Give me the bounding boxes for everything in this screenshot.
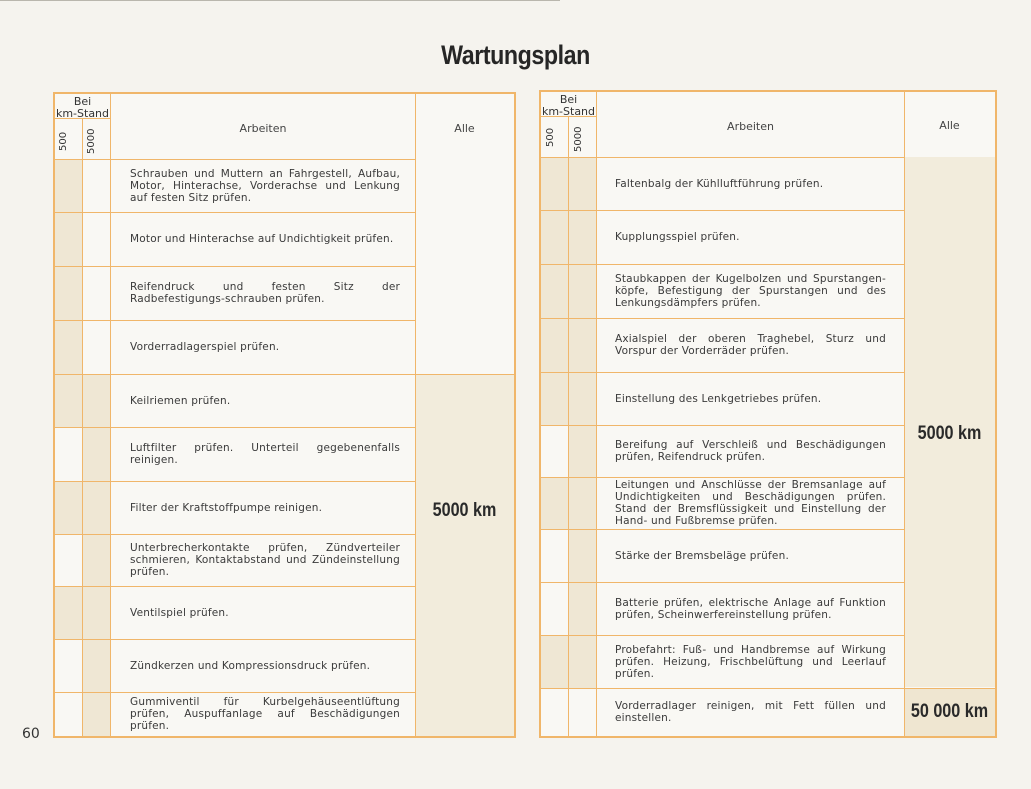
- task-row: [130, 639, 400, 692]
- task-text: Motor und Hinterachse auf Undichtigkeit prüfen.: [130, 233, 394, 245]
- task-text: Faltenbalg der Kühlluftführung prüfen.: [615, 177, 824, 190]
- task-row: [615, 264, 886, 318]
- task-row: [615, 157, 886, 210]
- mark-500: [55, 374, 82, 427]
- header-500: 500: [545, 127, 556, 147]
- row-divider: [55, 212, 415, 213]
- row-divider: [55, 374, 514, 375]
- mark-500: [55, 586, 82, 639]
- task-row: [615, 477, 886, 529]
- task-row: [130, 266, 400, 320]
- col-divider: [568, 116, 569, 736]
- header-arbeiten: Arbeiten: [239, 122, 287, 135]
- task-row: [130, 692, 400, 736]
- row-divider: [55, 427, 415, 428]
- task-text: Batterie prüfen, elektrische Anlage auf Funktion prüfen, Scheinwerfereinstellung prüfen.: [615, 596, 886, 621]
- task-row: [615, 372, 886, 425]
- col-divider: [596, 92, 597, 736]
- task-text: Kupplungsspiel prüfen.: [615, 231, 740, 243]
- mark-5000: [569, 264, 596, 318]
- task-row: [615, 582, 886, 635]
- mark-500: [541, 157, 568, 210]
- header-arbeiten: Arbeiten: [727, 120, 774, 133]
- task-text: Unterbrecherkontakte prüfen, Zündverteiler schmieren, Kontaktabstand und Zündeinstellung prüfen.: [130, 542, 400, 578]
- task-text: Vorderradlagerspiel prüfen.: [130, 341, 280, 353]
- header-500: 500: [58, 131, 69, 151]
- task-text: Einstellung des Lenkgetriebes prüfen.: [615, 392, 822, 405]
- header-km-stand: km-Stand: [55, 107, 110, 120]
- task-row: [615, 425, 886, 477]
- task-row: [130, 586, 400, 639]
- task-row: [130, 212, 400, 266]
- mark-5000: [569, 477, 596, 529]
- mark-500: [55, 320, 82, 374]
- task-row: [130, 481, 400, 534]
- task-text: Vorderradlager reinigen, mit Fett füllen und einstellen.: [615, 700, 886, 724]
- row-divider: [55, 266, 415, 267]
- task-text: Luftfilter prüfen. Unterteil gegebenenfalls reinigen.: [130, 442, 400, 466]
- alle-shade: [415, 374, 514, 736]
- task-row: [130, 159, 400, 212]
- col-divider: [82, 118, 83, 736]
- mark-5000: [569, 425, 596, 477]
- header-alle: Alle: [939, 119, 960, 132]
- mark-500: [541, 635, 568, 688]
- task-row: [615, 635, 886, 688]
- header-5000: 5000: [573, 126, 584, 152]
- task-text: Staubkappen der Kugelbolzen und Spurstangen-köpfe, Befestigung der Spurstangen und des Lenkungsdämpfers prüfen.: [615, 273, 886, 309]
- row-divider: [55, 159, 415, 160]
- mark-5000: [569, 372, 596, 425]
- task-text: Probefahrt: Fuß- und Handbremse auf Wirkung prüfen. Heizung, Frischbelüftung und Leerlauf prüfen.: [615, 643, 886, 680]
- mark-5000: [83, 586, 110, 639]
- header-bei: Bei: [559, 93, 578, 106]
- mark-500: [55, 481, 82, 534]
- task-text: Zündkerzen und Kompressionsdruck prüfen.: [130, 659, 371, 672]
- task-text: Schrauben und Muttern an Fahrgestell, Aufbau, Motor, Hinterachse, Vorderachse und Lenkung auf festen Sitz prüfen.: [130, 167, 400, 204]
- page-title: Wartungsplan: [441, 40, 590, 70]
- interval-label: 5000 km: [917, 423, 982, 444]
- col-divider: [110, 94, 111, 736]
- task-row: [615, 688, 886, 736]
- mark-500: [541, 210, 568, 264]
- task-text: Axialspiel der oberen Traghebel, Sturz und Vorspur der Vorderräder prüfen.: [615, 333, 886, 357]
- task-text: Reifendruck und festen Sitz der Radbefestigungs-schrauben prüfen.: [130, 281, 400, 305]
- row-divider: [541, 688, 995, 689]
- task-text: Gummiventil für Kurbelgehäuseentlüftung prüfen, Auspuffanlage auf Beschädigungen prüfen.: [130, 696, 400, 732]
- mark-500: [541, 318, 568, 372]
- mark-5000: [569, 210, 596, 264]
- mark-5000: [83, 534, 110, 586]
- interval-label: 5000 km: [432, 500, 497, 521]
- row-divider: [55, 639, 415, 640]
- task-text: Leitungen und Anschlüsse der Bremsanlage auf Undichtigkeiten und Beschädigungen prüfen. Stand der Bremsflüssigkeit und Einstellung der Hand- und Fußbremse prüfen.: [615, 479, 886, 527]
- row-divider: [55, 534, 415, 535]
- task-text: Keilriemen prüfen.: [130, 394, 231, 407]
- task-row: [615, 318, 886, 372]
- header-km-stand: km-Stand: [541, 105, 596, 118]
- task-text: Bereifung auf Verschleiß und Beschädigungen prüfen, Reifendruck prüfen.: [615, 439, 886, 463]
- col-divider: [415, 94, 416, 736]
- task-text: Filter der Kraftstoffpumpe reinigen.: [130, 501, 323, 514]
- maintenance-table-left: [53, 92, 516, 738]
- task-row: [615, 529, 886, 582]
- mark-5000: [83, 692, 110, 736]
- task-row: [130, 427, 400, 481]
- mark-500: [55, 266, 82, 320]
- alle-shade: [904, 157, 995, 687]
- task-row: [130, 534, 400, 586]
- mark-500: [55, 159, 82, 212]
- interval-label-50000: 50 000 km: [910, 701, 989, 722]
- header-bei: Bei: [73, 95, 92, 108]
- mark-500: [541, 477, 568, 529]
- row-divider: [55, 320, 415, 321]
- mark-5000: [569, 635, 596, 688]
- mark-5000: [83, 427, 110, 481]
- task-row: [615, 210, 886, 264]
- mark-500: [55, 212, 82, 266]
- row-divider: [55, 481, 415, 482]
- header-5000: 5000: [86, 128, 97, 154]
- mark-500: [541, 372, 568, 425]
- mark-5000: [83, 481, 110, 534]
- mark-5000: [569, 582, 596, 635]
- task-text: Stärke der Bremsbeläge prüfen.: [615, 549, 789, 562]
- col-divider: [904, 92, 905, 736]
- header-alle: Alle: [454, 122, 475, 135]
- page-number: 60: [22, 726, 40, 742]
- mark-5000: [83, 639, 110, 692]
- task-text: Ventilspiel prüfen.: [130, 606, 229, 619]
- mark-5000: [83, 374, 110, 427]
- mark-500: [541, 264, 568, 318]
- top-rule: [0, 0, 560, 1]
- mark-5000: [569, 157, 596, 210]
- maintenance-table-right: [539, 90, 997, 738]
- mark-5000: [569, 529, 596, 582]
- mark-5000: [569, 318, 596, 372]
- task-row: [130, 374, 400, 427]
- row-divider: [55, 692, 415, 693]
- task-row: [130, 320, 400, 374]
- row-divider: [55, 586, 415, 587]
